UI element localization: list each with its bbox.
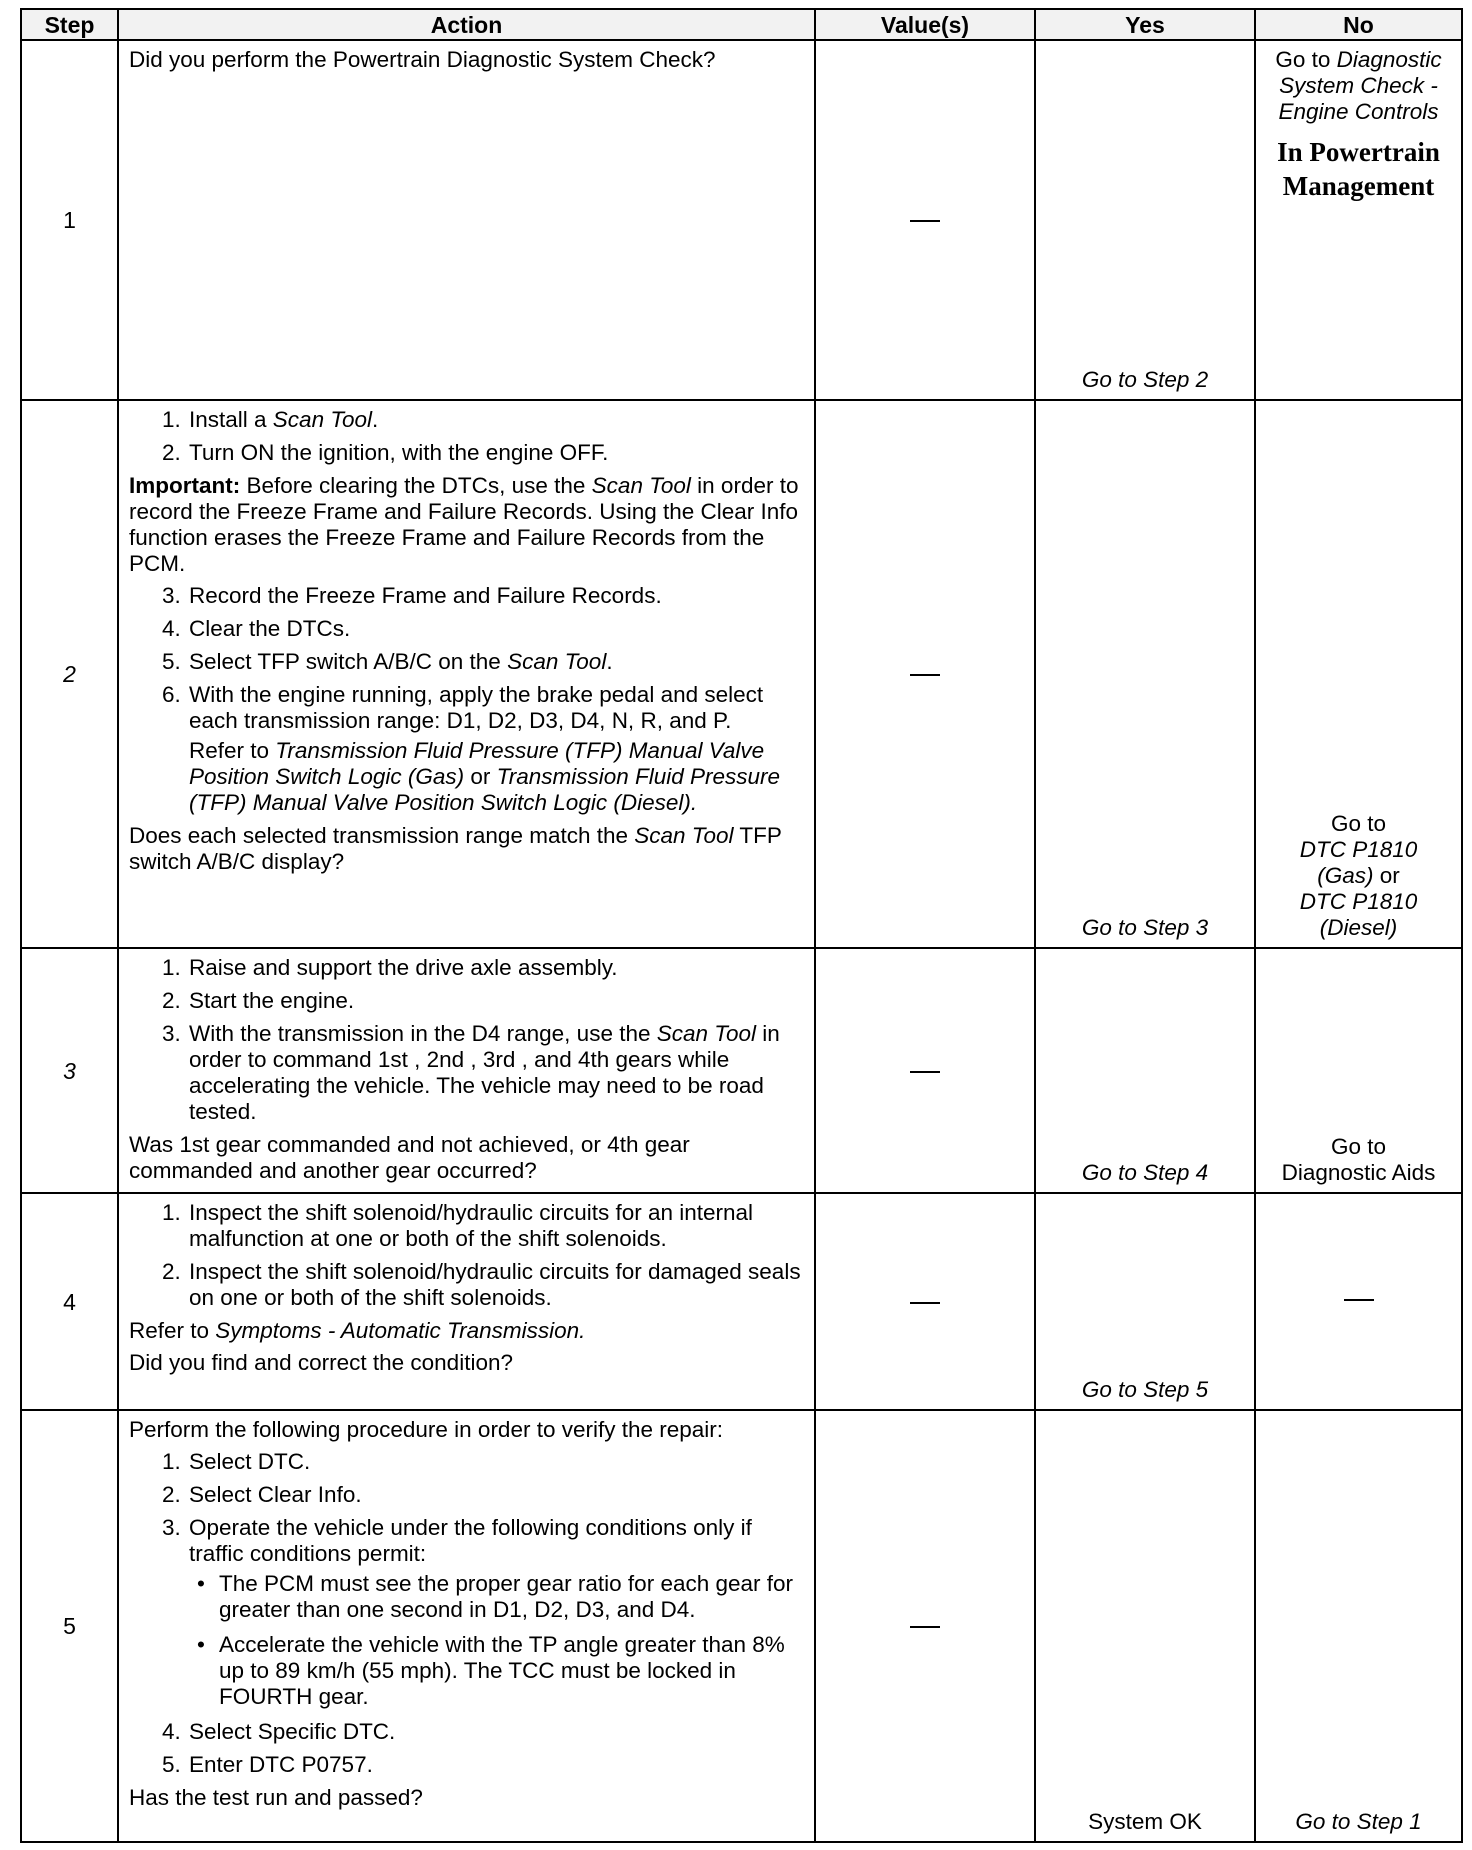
no-text: Go to	[1275, 47, 1337, 72]
item-text: With the engine running, apply the brake pedal and select each transmission range: D1, D2, D3, D4, N, R, and P.	[189, 682, 764, 733]
list-item: 1. Select DTC.	[187, 1449, 808, 1475]
step-number: 4	[21, 1193, 118, 1410]
list-item: 2. Select Clear Info.	[187, 1482, 808, 1508]
list-item	[187, 988, 808, 1014]
item-italic: Scan Tool	[272, 407, 373, 432]
table-row	[21, 400, 1462, 948]
no-cell	[1255, 1410, 1462, 1842]
header-yes: Yes	[1035, 9, 1255, 40]
yes-cell	[1035, 1410, 1255, 1842]
item-text: Record the Freeze Frame and Failure Records.	[189, 583, 662, 608]
question-text: TFP switch A/B/C display?	[129, 823, 782, 874]
action-list	[129, 955, 808, 1125]
item-text: Clear the DTCs.	[189, 616, 351, 641]
action-question	[129, 823, 808, 875]
list-item: 5. Enter DTC P0757.	[187, 1752, 808, 1778]
no-cell	[1255, 1193, 1462, 1410]
step-number: 1	[21, 40, 118, 400]
action-list	[129, 1719, 808, 1778]
action-cell	[118, 1193, 815, 1410]
no-text: Go to	[1330, 1134, 1387, 1159]
dash-mark	[910, 220, 940, 222]
value-cell	[815, 1410, 1035, 1842]
no-link[interactable]: DTC P1810	[1299, 837, 1418, 862]
no-link[interactable]: (Diesel)	[1319, 915, 1398, 940]
step-number: 3	[21, 948, 118, 1193]
yes-link[interactable]: Go to Step 2	[1081, 367, 1209, 392]
important-label: Important:	[129, 473, 241, 498]
table-row	[21, 1193, 1462, 1410]
item-text: Install a	[189, 407, 273, 432]
item-text: .	[606, 649, 613, 674]
item-text: in order to command 1st , 2nd , 3rd , and 4th gears while accelerating the vehicle. The vehicle may need to be road tested.	[189, 1021, 780, 1124]
list-item	[187, 407, 808, 433]
note-italic: Scan Tool	[591, 473, 691, 498]
item-text: Operate the vehicle under the following conditions only if traffic conditions permit:	[189, 1515, 752, 1566]
no-text: Go to	[1330, 811, 1387, 836]
list-item	[187, 1259, 808, 1311]
bullet-item: • The PCM must see the proper gear ratio for each gear for greater than one second in D1, D2, D3, and D4.	[217, 1571, 808, 1623]
yes-cell	[1035, 40, 1255, 400]
no-text: or	[1373, 863, 1400, 888]
value-cell	[815, 1193, 1035, 1410]
table-row	[21, 1410, 1462, 1842]
value-cell	[815, 40, 1035, 400]
header-no: No	[1255, 9, 1462, 40]
refer-text: .	[579, 1318, 586, 1343]
yes-cell	[1035, 1193, 1255, 1410]
refer-text: or	[464, 764, 497, 789]
refer-text: .	[690, 790, 698, 815]
item-text: Raise and support the drive axle assembly.	[189, 955, 618, 980]
action-question: Did you perform the Powertrain Diagnostic System Check?	[129, 47, 716, 72]
list-item	[187, 682, 808, 816]
refer-link[interactable]: Symptoms - Automatic Transmission	[215, 1318, 580, 1343]
no-note: In Powertrain Management	[1277, 137, 1440, 201]
item-text: .	[372, 407, 379, 432]
list-item	[187, 583, 808, 609]
action-cell	[118, 1410, 815, 1842]
no-link[interactable]	[1256, 47, 1461, 125]
header-values: Value(s)	[815, 9, 1035, 40]
no-link-italic: Diagnostic System Check - Engine Controls	[1278, 47, 1442, 124]
refer-text: Refer to	[189, 738, 276, 763]
dash-mark	[910, 1302, 940, 1304]
value-cell	[815, 400, 1035, 948]
action-cell	[118, 40, 815, 400]
step-number: 5	[21, 1410, 118, 1842]
question-text: Does each selected transmission range match the	[129, 823, 635, 848]
action-intro: Perform the following procedure in order to verify the repair:	[129, 1417, 724, 1442]
bullet-list	[189, 1571, 808, 1710]
note-text: Before clearing the DTCs, use the	[240, 473, 592, 498]
list-item	[187, 616, 808, 642]
action-list	[129, 583, 808, 816]
list-item	[187, 1515, 808, 1710]
dash-mark	[910, 1626, 940, 1628]
item-text: Start the engine.	[189, 988, 355, 1013]
list-item	[187, 955, 808, 981]
refer-link[interactable]: Transmission Fluid Pressure (TFP) Manual Valve Position Switch Logic (Gas)	[189, 738, 765, 789]
no-link[interactable]: (Gas)	[1317, 863, 1374, 888]
header-step: Step	[21, 9, 118, 40]
header-action: Action	[118, 9, 815, 40]
item-text: Inspect the shift solenoid/hydraulic circuits for an internal malfunction at one or both of the shift solenoids.	[189, 1200, 754, 1251]
yes-link[interactable]: Go to Step 5	[1081, 1377, 1209, 1402]
note-text: in order to record the Freeze Frame and Failure Records. Using the Clear Info function erases the Freeze Frame and Failure Records from the PCM.	[129, 473, 799, 576]
dash-mark	[910, 674, 940, 676]
question-italic: Scan Tool	[634, 823, 734, 848]
no-cell	[1255, 948, 1462, 1193]
table-row	[21, 40, 1462, 400]
list-item: 4. Select Specific DTC.	[187, 1719, 808, 1745]
yes-cell	[1035, 400, 1255, 948]
item-italic: Scan Tool	[507, 649, 607, 674]
item-text: Select TFP switch A/B/C on the	[189, 649, 508, 674]
bullet-item: • Accelerate the vehicle with the TP angle greater than 8% up to 89 km/h (55 mph). The TCC must be locked in FOURTH gear.	[217, 1632, 808, 1710]
yes-link[interactable]: Go to Step 3	[1081, 915, 1209, 940]
item-text: Inspect the shift solenoid/hydraulic circuits for damaged seals on one or both of the shift solenoids.	[189, 1259, 801, 1310]
no-link[interactable]: Go to Step 1	[1295, 1809, 1422, 1834]
list-item	[187, 1021, 808, 1125]
value-cell	[815, 948, 1035, 1193]
list-item	[187, 649, 808, 675]
action-list	[129, 1449, 808, 1710]
refer-text: Refer to	[129, 1318, 216, 1343]
refer-note	[189, 738, 808, 816]
refer-link[interactable]: Transmission Fluid Pressure (TFP) Manual Valve Position Switch Logic (Diesel)	[189, 764, 781, 815]
action-list	[129, 1200, 808, 1311]
item-text: With the transmission in the D4 range, use the	[189, 1021, 657, 1046]
item-text: Turn ON the ignition, with the engine OFF.	[189, 440, 609, 465]
no-cell	[1255, 40, 1462, 400]
table-row	[21, 948, 1462, 1193]
item-italic: Scan Tool	[656, 1021, 756, 1046]
refer-note	[129, 1318, 808, 1344]
action-cell	[118, 400, 815, 948]
dash-mark	[1344, 1299, 1374, 1301]
no-link[interactable]: DTC P1810	[1299, 889, 1418, 914]
step-number: 2	[21, 400, 118, 948]
no-cell	[1255, 400, 1462, 948]
yes-result: System OK	[1088, 1809, 1202, 1834]
action-question: Was 1st gear commanded and not achieved, or 4th gear commanded and another gear occurred?	[129, 1132, 690, 1183]
no-link[interactable]: Diagnostic Aids	[1281, 1160, 1436, 1185]
action-question: Has the test run and passed?	[129, 1785, 423, 1810]
yes-link[interactable]: Go to Step 4	[1081, 1160, 1209, 1185]
list-item	[187, 440, 808, 466]
action-cell	[118, 948, 815, 1193]
dash-mark	[910, 1071, 940, 1073]
diagnostic-table	[20, 8, 1463, 1843]
action-question: Did you find and correct the condition?	[129, 1350, 513, 1375]
action-list	[129, 407, 808, 466]
yes-cell	[1035, 948, 1255, 1193]
header-row	[21, 9, 1462, 40]
list-item	[187, 1200, 808, 1252]
important-note	[129, 473, 808, 577]
